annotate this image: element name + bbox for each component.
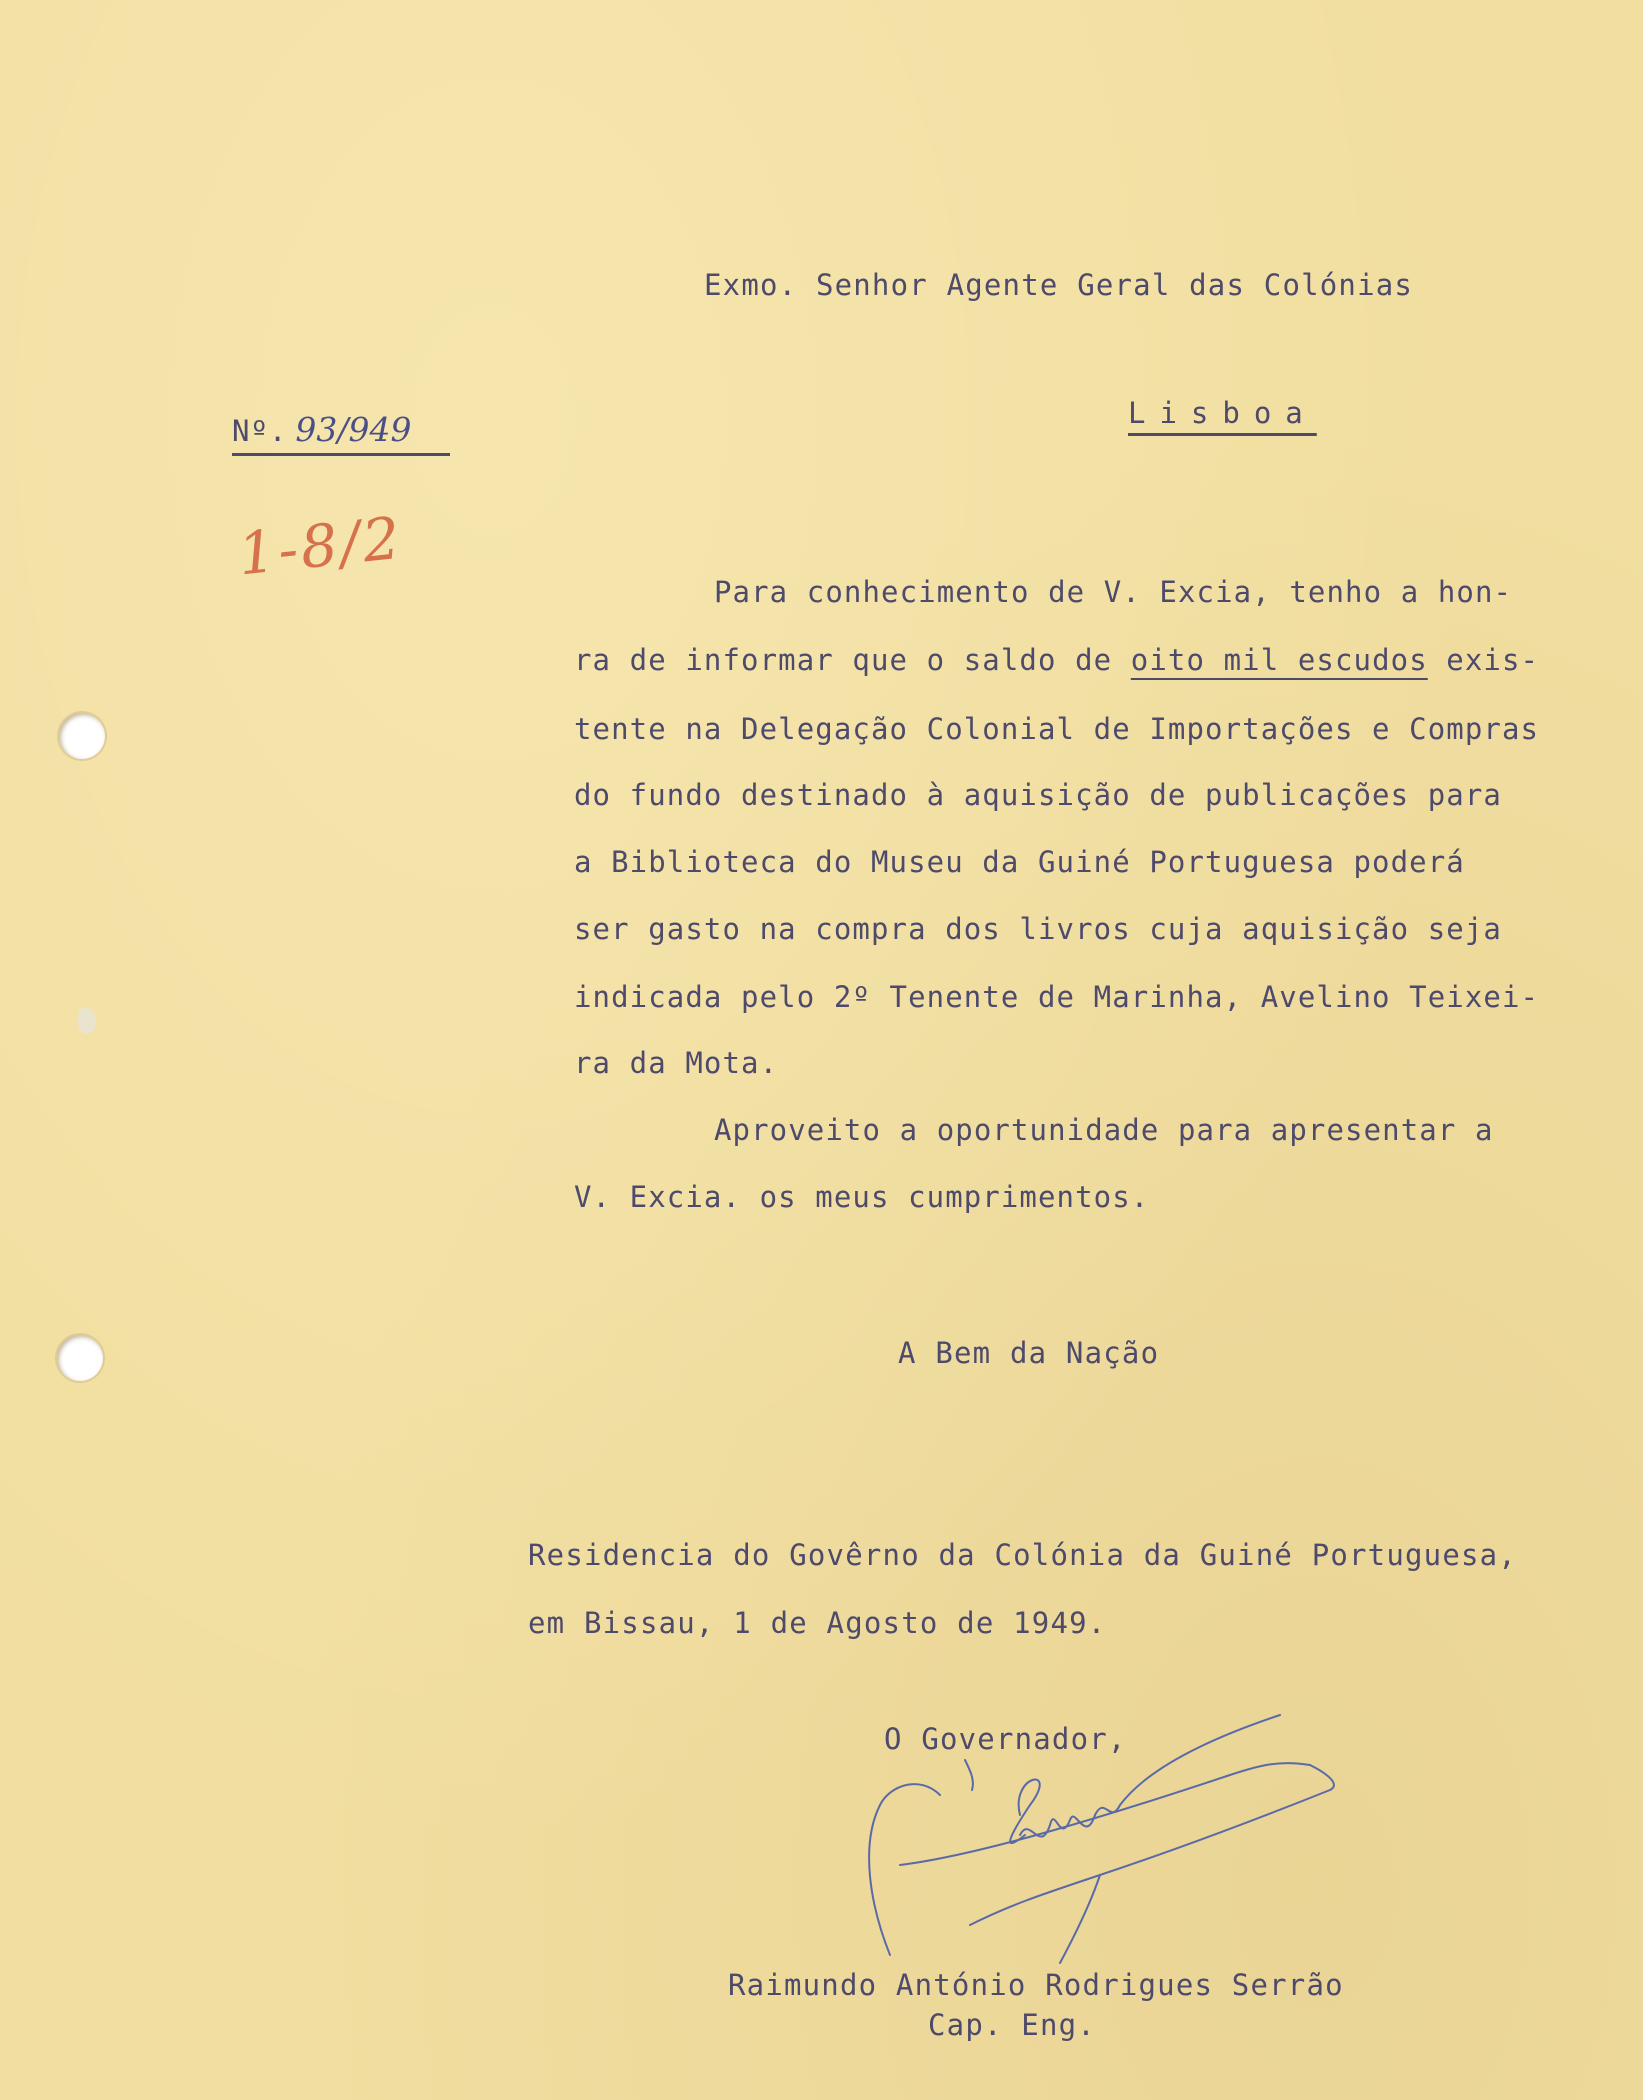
body-line bbox=[574, 912, 1502, 946]
body-line-text: ra de informar que o saldo de bbox=[574, 643, 1131, 677]
signatory-title: O Governador, bbox=[884, 1722, 1127, 1756]
place-line-2: em Bissau, 1 de Agosto de 1949. bbox=[528, 1606, 1107, 1640]
body-line bbox=[714, 575, 1512, 609]
body-line bbox=[574, 1180, 1149, 1214]
handwritten-signature bbox=[860, 1705, 1400, 1965]
closing-salutation: A Bem da Nação bbox=[898, 1336, 1160, 1370]
body-line-text: a Biblioteca do Museu da Guiné Portuguesa poderá bbox=[574, 845, 1465, 879]
body-line bbox=[714, 1113, 1494, 1147]
body-line bbox=[574, 1046, 778, 1080]
signatory-name: Raimundo António Rodrigues Serrão bbox=[728, 1968, 1344, 2002]
body-line bbox=[574, 845, 1465, 879]
body-line-text: ser gasto na compra dos livros cuja aquisição seja bbox=[574, 912, 1502, 946]
body-line-text: V. Excia. os meus cumprimentos. bbox=[574, 1180, 1150, 1214]
body-line-text: ra da Mota. bbox=[574, 1046, 779, 1080]
body-line-text: exis- bbox=[1427, 643, 1540, 677]
body-line bbox=[574, 980, 1539, 1014]
body-line-text: indicada pelo 2º Tenente de Marinha, Avelino Teixei- bbox=[574, 980, 1540, 1014]
reference-number bbox=[232, 410, 450, 456]
paper-tear-mark bbox=[78, 1008, 96, 1034]
body-line-text: Para conhecimento de V. Excia, tenho a hon- bbox=[714, 575, 1513, 609]
city-line: Lisboa bbox=[1128, 396, 1317, 430]
underlined-amount: oito mil escudos bbox=[1130, 643, 1428, 677]
handwritten-annotation: 1-8/2 bbox=[234, 503, 406, 589]
body-line bbox=[574, 778, 1502, 812]
signatory-rank: Cap. Eng. bbox=[928, 2008, 1096, 2042]
addressee-line: Exmo. Senhor Agente Geral das Colónias bbox=[704, 268, 1414, 302]
reference-label: Nº. bbox=[232, 414, 288, 448]
body-line-text: Aproveito a oportunidade para apresentar a bbox=[714, 1113, 1494, 1147]
body-line bbox=[574, 712, 1539, 746]
body-line-text: tente na Delegação Colonial de Importações e Compras bbox=[574, 712, 1540, 746]
place-line-1: Residencia do Govêrno da Colónia da Guiné Portuguesa, bbox=[528, 1538, 1517, 1572]
body-line bbox=[574, 643, 1539, 677]
punch-hole-bottom bbox=[57, 1335, 103, 1381]
punch-hole-top bbox=[59, 713, 105, 759]
body-line-text: do fundo destinado à aquisição de publicações para bbox=[574, 778, 1502, 812]
reference-handwritten-number: 93/949 bbox=[295, 410, 412, 449]
